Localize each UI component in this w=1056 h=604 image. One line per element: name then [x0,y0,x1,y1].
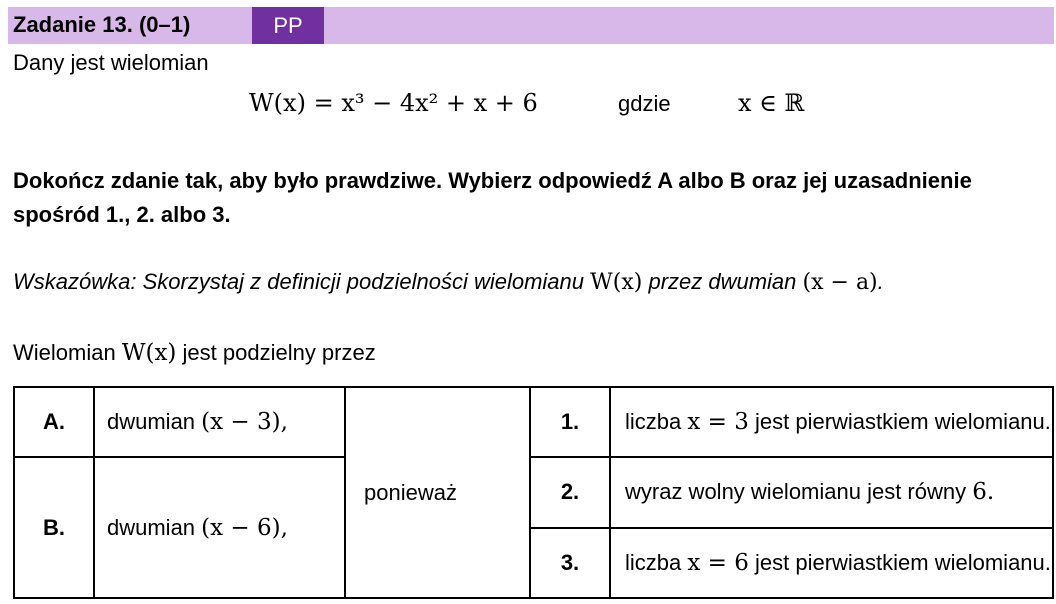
hint-poly: W(x) [590,270,643,295]
intro-text: Dany jest wielomian [13,50,209,75]
option-b-text[interactable]: dwumian (x − 6), [94,457,345,598]
reason-1-text[interactable]: liczba x = 3 jest pierwiastkiem wielomianu. [610,387,1053,457]
formula-expression: W(x) = x³ − 4x² + x + 6 [249,89,538,117]
connector-text: ponieważ [345,387,530,598]
formula-rhs: x³ − 4x² + x + 6 [341,89,538,117]
option-b-letter[interactable]: B. [14,457,94,598]
reason-2-text[interactable]: wyraz wolny wielomianu jest równy 6. [610,457,1053,527]
hint-middle: przez dwumian [648,269,797,294]
hint-text [13,266,884,299]
option-a-letter[interactable]: A. [14,387,94,457]
reason-1-number[interactable]: 1. [530,387,610,457]
hint-suffix: . [877,269,884,294]
task-instruction: Dokończ zdanie tak, aby było prawdziwe. Wybierz odpowiedź A albo B oraz jej uzasadnienie spośród 1., 2. albo 3. [13,168,972,227]
hint-prefix: Wskazówka: Skorzystaj z definicji podzielności wielomianu [13,269,585,294]
lead-prefix: Wielomian [13,340,116,365]
formula-where: gdzie [618,91,671,116]
hint-binomial: (x − a) [802,270,878,295]
answer-table [13,386,1054,599]
reason-3-number[interactable]: 3. [530,528,610,598]
sentence-lead [13,337,376,369]
formula-lhs: W(x) [249,89,306,117]
task-title: Zadanie 13. (0–1) [13,12,191,37]
level-badge: PP [252,7,324,44]
lead-poly: W(x) [121,340,177,366]
reason-2-number[interactable]: 2. [530,457,610,527]
option-a-text[interactable]: dwumian (x − 3), [94,387,345,457]
formula-domain: x ∈ ℝ [738,89,805,117]
reason-3-text[interactable]: liczba x = 6 jest pierwiastkiem wielomianu. [610,528,1053,598]
polynomial-formula [0,89,1056,123]
lead-suffix: jest podzielny przez [182,340,376,365]
